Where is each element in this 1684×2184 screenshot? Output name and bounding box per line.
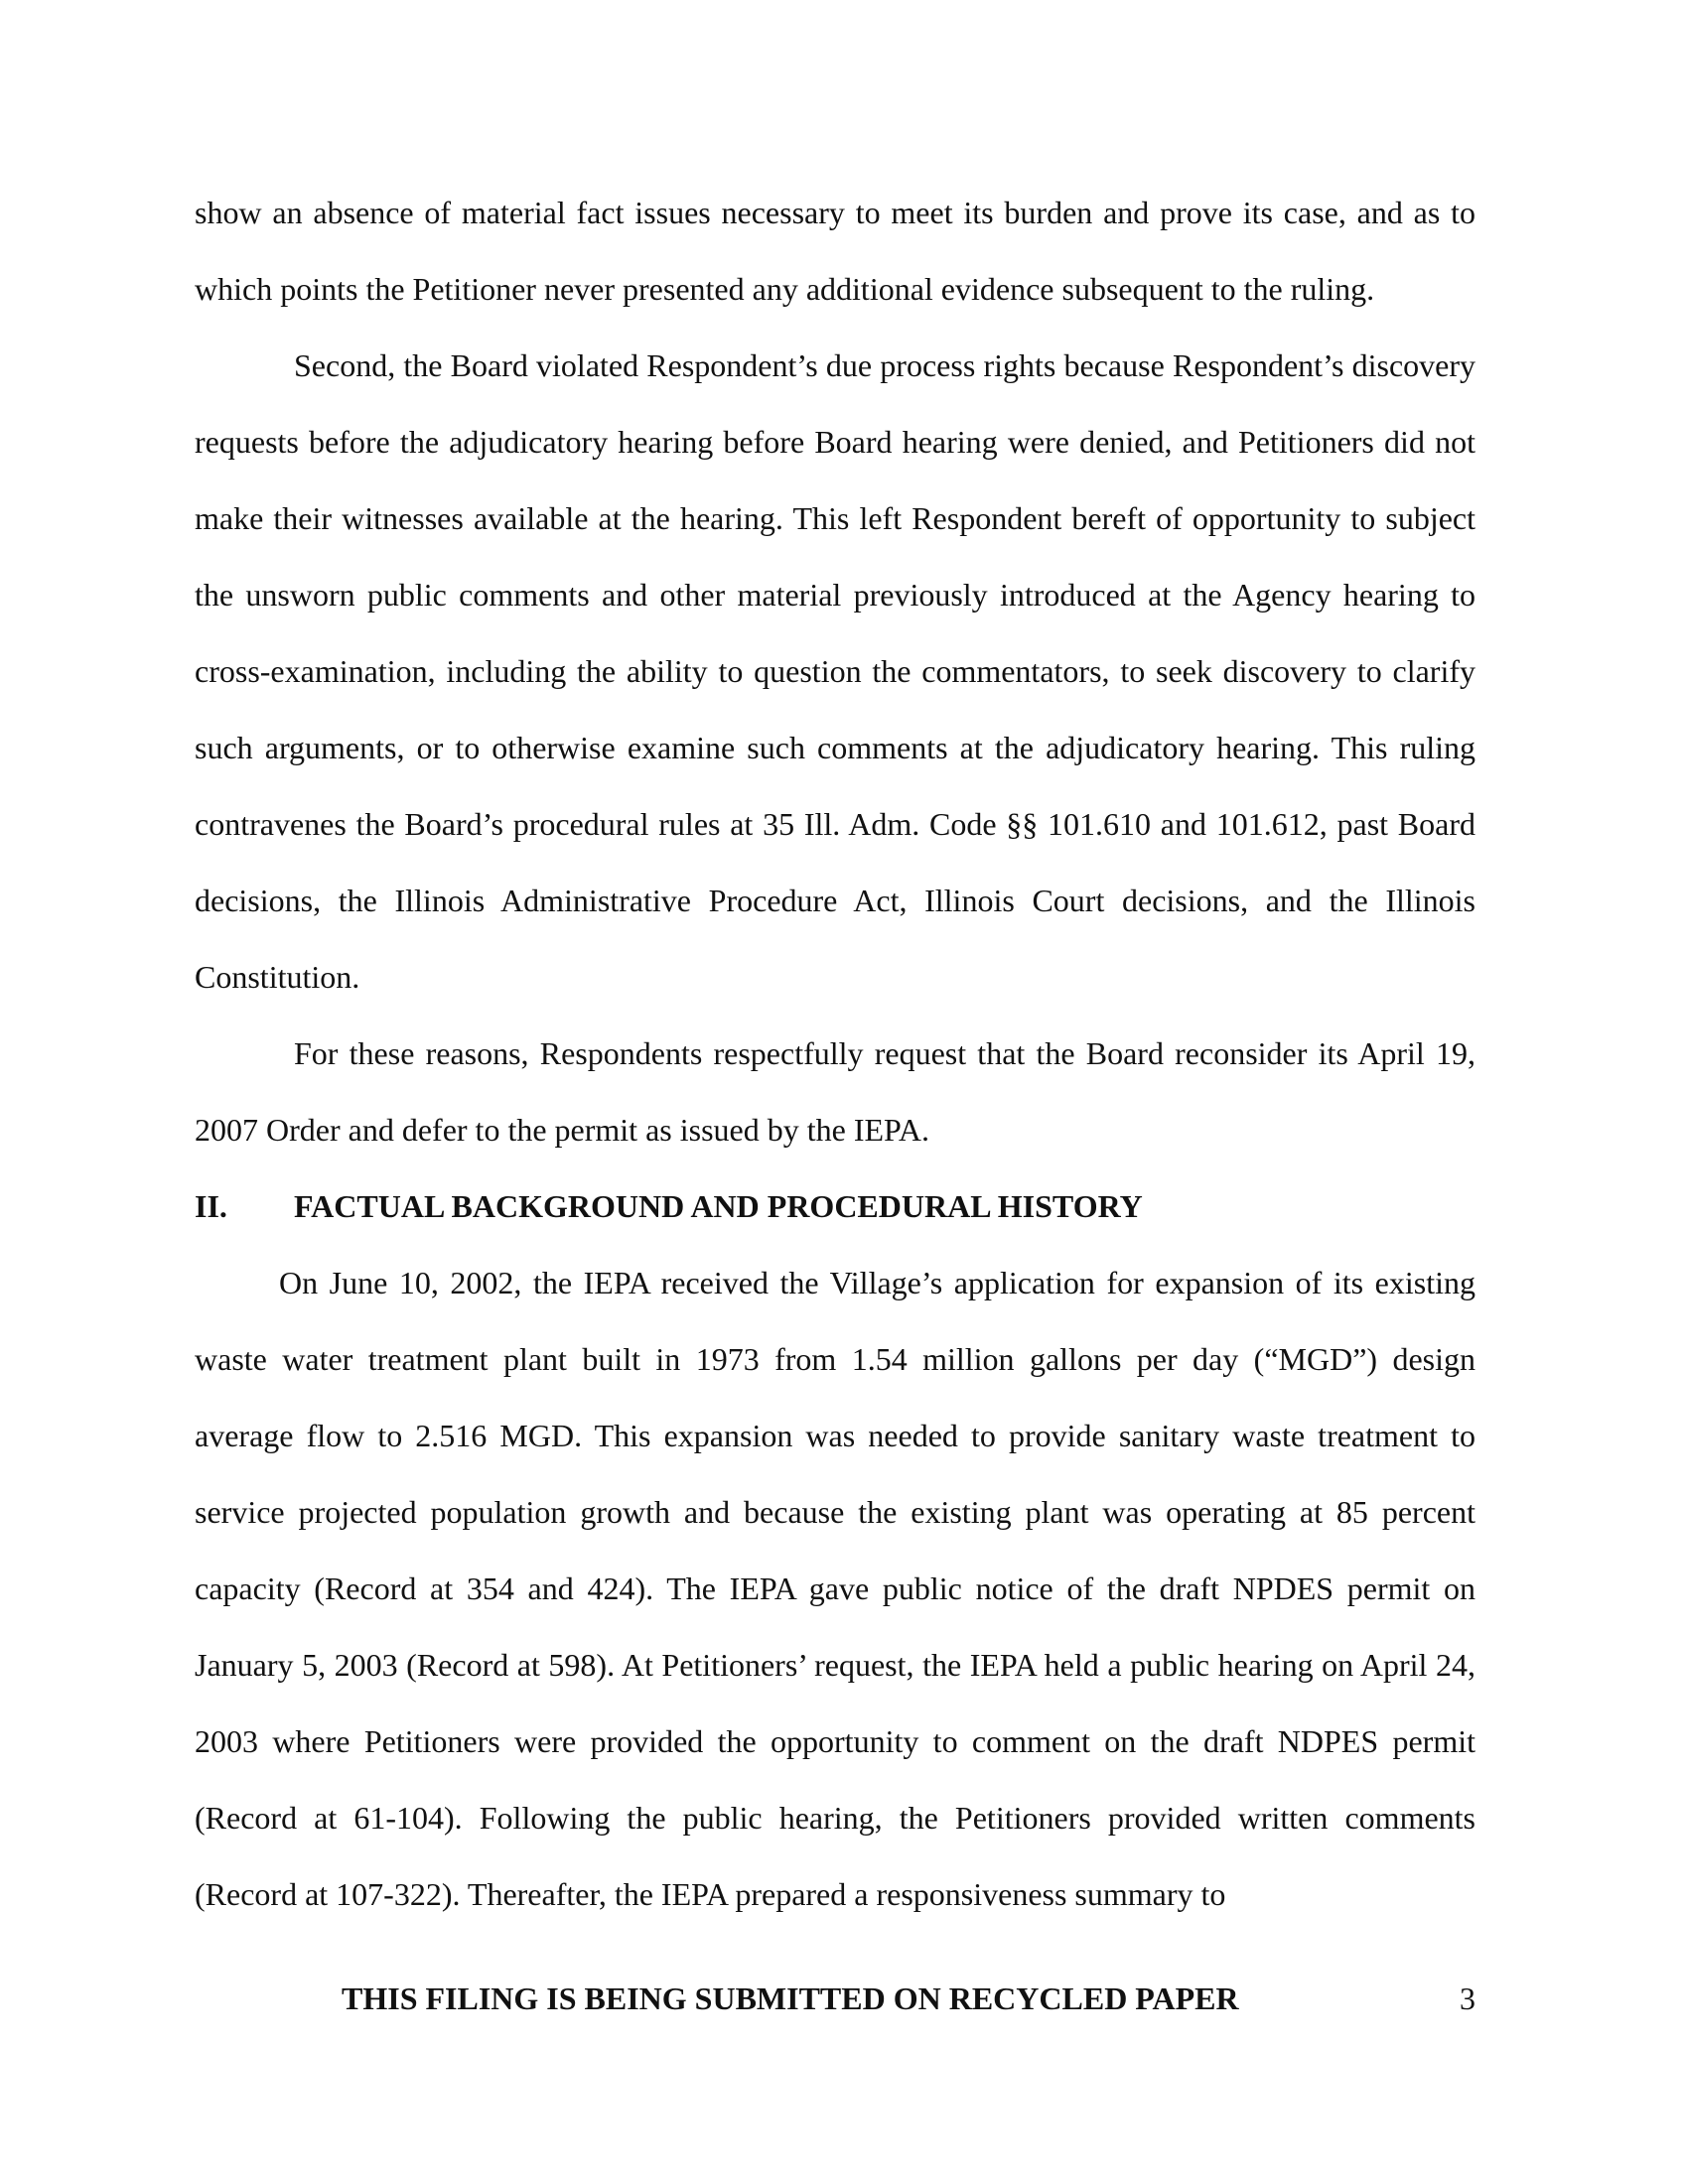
section-heading: [195, 1168, 1475, 1245]
page-number: 3: [1460, 1980, 1475, 2016]
page-footer: [195, 1980, 1475, 2030]
document-body: [195, 175, 1475, 1933]
paragraph-due-process: Second, the Board violated Respondent’s due process rights because Respondent’s discovery requests before the adjudicatory hearing before Board hearing were denied, and Petitioners did not make their witnesses available at the hearing. This left Respondent bereft of opportunity to subject the unsworn public comments and other material previously introduced at the Agency hearing to cross-examination, including the ability to question the commentators, to seek discovery to clarify such arguments, or to otherwise examine such comments at the adjudicatory hearing. This ruling contravenes the Board’s procedural rules at 35 Ill. Adm. Code §§ 101.610 and 101.612, past Board decisions, the Illinois Administrative Procedure Act, Illinois Court decisions, and the Illinois Constitution.: [195, 347, 1475, 995]
recycled-paper-notice: THIS FILING IS BEING SUBMITTED ON RECYCLED PAPER: [342, 1980, 1239, 2016]
paragraph-background: On June 10, 2002, the IEPA received the Village’s application for expansion of its existing waste water treatment plant built in 1973 from 1.54 million gallons per day (“MGD”) design average flow to 2.516 MGD. This expansion was needed to provide sanitary waste treatment to service projected population growth and because the existing plant was operating at 85 percent capacity (Record at 354 and 424). The IEPA gave public notice of the draft NPDES permit on January 5, 2003 (Record at 598). At Petitioners’ request, the IEPA held a public hearing on April 24, 2003 where Petitioners were provided the opportunity to comment on the draft NDPES permit (Record at 61-104). Following the public hearing, the Petitioners provided written comments (Record at 107-322). Thereafter, the IEPA prepared a responsiveness summary to: [195, 1265, 1475, 1912]
section-title: FACTUAL BACKGROUND AND PROCEDURAL HISTORY: [294, 1188, 1143, 1224]
paragraph-request: For these reasons, Respondents respectfully request that the Board reconsider its April 19, 2007 Order and defer to the permit as issued by the IEPA.: [195, 1035, 1475, 1148]
section-number: II.: [195, 1188, 227, 1224]
paragraph-continuation: show an absence of material fact issues necessary to meet its burden and prove its case, and as to which points the Petitioner never presented any additional evidence subsequent to the ruling.: [195, 195, 1475, 307]
